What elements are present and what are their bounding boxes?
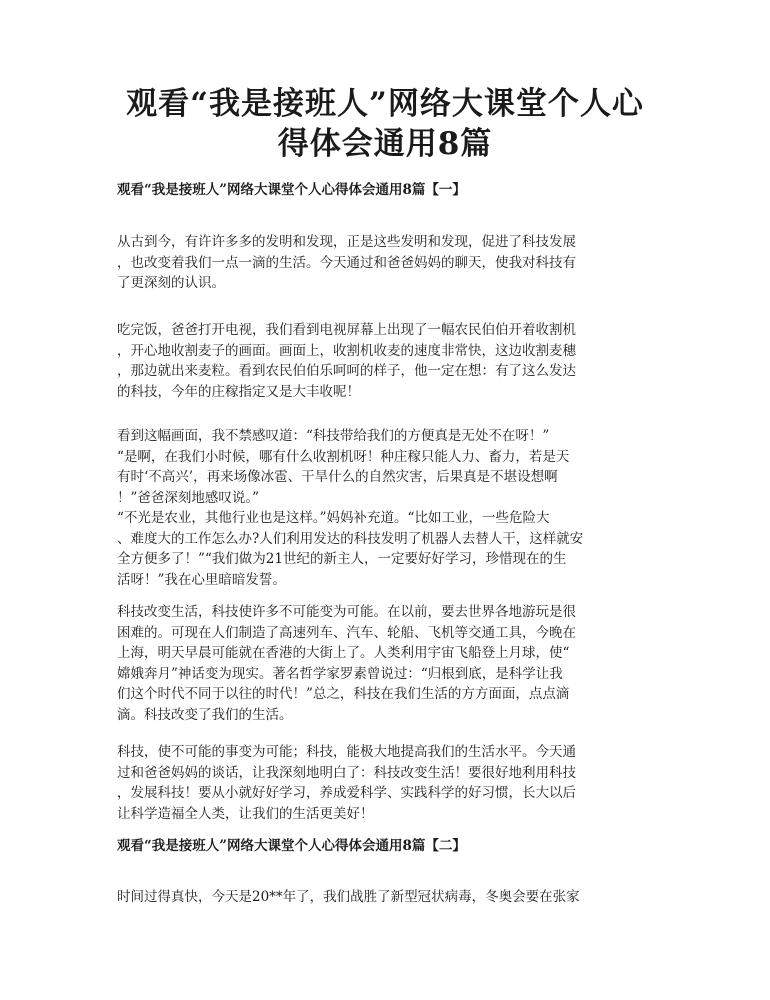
text-line: 活呀！”我在心里暗暗发誓。 xyxy=(117,571,286,588)
text-line: 们这个时代不同于以往的时代！”总之，科技在我们生活的方方面面，点点滴 xyxy=(117,686,570,702)
text-line: 困难的。可现在人们制造了高速列车、汽车、轮船、飞机等交通工具，今晚在 xyxy=(117,624,576,641)
text-line: 滴。科技改变了我们的生活。 xyxy=(117,706,293,723)
paragraph-3 xyxy=(117,426,661,590)
section-heading-2: 观看“我是接班人”网络大课堂个人心得体会通用8篇【二】 xyxy=(117,838,466,854)
text-line: ！”爸爸深刻地感叹说。” xyxy=(117,489,260,506)
text-line: ，开心地收割麦子的画面。画面上，收割机收麦的速度非常快，这边收割麦穗 xyxy=(117,342,576,359)
text-line: 过和爸爸妈妈的谈话，让我深刻地明白了：科技改变生活！要很好地利用科技 xyxy=(117,764,576,781)
paragraph-2 xyxy=(117,320,661,402)
text-line: “不光是农业，其他行业也是这样。”妈妈补充道。“比如工业，一些危险大 xyxy=(117,510,550,526)
text-line: 从古到今，有许许多多的发明和发现，正是这些发明和发现，促进了科技发展 xyxy=(117,234,576,250)
text-line: 科技，使不可能的事变为可能；科技，能极大地提高我们的生活水平。今天通 xyxy=(117,744,576,760)
paragraph-1 xyxy=(117,232,661,294)
text-line: 让科学造福全人类，让我们的生活更美好！ xyxy=(117,805,374,822)
text-line: 时间过得真快，今天是20**年了，我们战胜了新型冠状病毒，冬奥会要在张家 xyxy=(117,889,580,905)
section-heading-1: 观看“我是接班人”网络大课堂个人心得体会通用8篇【一】 xyxy=(117,182,466,198)
text-line: ，那边就出来麦粒。看到农民伯伯乐呵呵的样子，他一定在想：有了这么发达 xyxy=(117,363,576,379)
text-line: 吃完饭，爸爸打开电视，我们看到电视屏幕上出现了一幅农民伯伯开着收割机 xyxy=(117,322,576,338)
document-title xyxy=(100,84,670,164)
text-line: ，发展科技！要从小就好好学习，养成爱科学、实践科学的好习惯，长大以后 xyxy=(117,785,576,801)
paragraph-5 xyxy=(117,742,661,824)
title-line-2: 得体会通用8篇 xyxy=(277,126,493,162)
paragraph-6 xyxy=(117,887,661,908)
text-line: 科技改变生活，科技使许多不可能变为可能。在以前，要去世界各地游玩是很 xyxy=(117,604,576,620)
text-line: 有时‘不高兴’，再来场像冰雹、干旱什么的自然灾害，后果真是不堪设想啊 xyxy=(117,469,558,485)
paragraph-4 xyxy=(117,602,661,725)
text-line: 的科技，今年的庄稼指定又是大丰收呢！ xyxy=(117,383,360,400)
text-line: 嫦娥奔月”神话变为现实。著名哲学家罗素曾说过：“归根到底，是科学让我 xyxy=(117,665,563,682)
text-line: “是啊，在我们小时候，哪有什么收割机呀！种庄稼只能人力、畜力，若是天 xyxy=(117,448,570,465)
text-line: 上海，明天早晨可能就在香港的大街上了。人类利用宇宙飞船登上月球，使“ xyxy=(117,645,570,661)
title-line-1: 观看“我是接班人”网络大课堂个人心 xyxy=(126,86,644,122)
text-line: 看到这幅画面，我不禁感叹道：“科技带给我们的方便真是无处不在呀！” xyxy=(117,428,550,444)
text-line: 、难度大的工作怎么办?人们利用发达的科技发明了机器人去替人干，这样就安 xyxy=(117,530,584,547)
text-line: 了更深刻的认识。 xyxy=(117,275,225,291)
text-line: 全方便多了！”“我们做为21世纪的新主人，一定要好好学习，珍惜现在的生 xyxy=(117,551,567,567)
text-line: ，也改变着我们一点一滴的生活。今天通过和爸爸妈妈的聊天，使我对科技有 xyxy=(117,254,576,271)
